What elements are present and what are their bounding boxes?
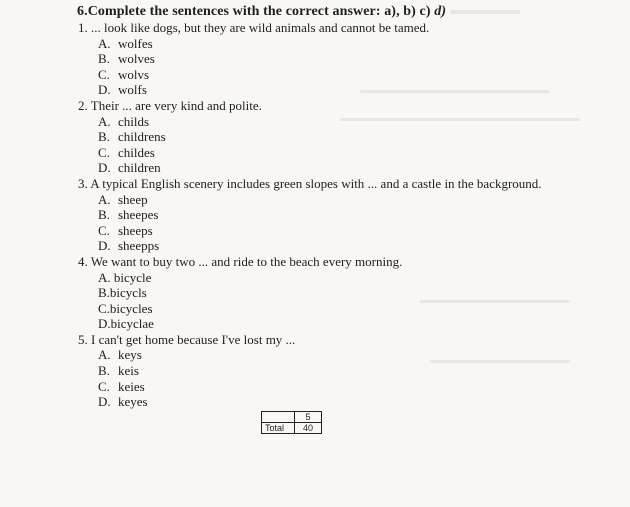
option-a: [98, 192, 618, 208]
question-2: [78, 98, 618, 176]
option-a: [98, 114, 618, 130]
option-text: sheepes: [118, 207, 159, 223]
option-text: bicycles: [109, 300, 153, 316]
question-text: 3. A typical English scenery includes green slopes with ... and a castle in the background.: [78, 175, 542, 191]
question-text: 2. Their ... are very kind and polite.: [78, 97, 262, 113]
option-letter: D.: [98, 160, 111, 176]
option-text: wolfs: [118, 82, 147, 98]
option-letter: A.: [98, 269, 111, 285]
option-a: [98, 270, 618, 286]
option-c: [98, 379, 618, 395]
option-text: sheepps: [118, 238, 160, 254]
option-b: [98, 207, 618, 223]
option-letter: D.: [98, 238, 111, 254]
exercise-heading: [77, 4, 446, 20]
question-text: 5. I can't get home because I've lost my ...: [78, 331, 296, 347]
score-total-label: Total: [262, 423, 295, 434]
option-letter: C.: [98, 66, 110, 82]
option-letter: C.: [98, 300, 110, 316]
question-list: [78, 20, 618, 410]
option-letter: B.: [98, 363, 110, 379]
option-text: sheep: [118, 191, 148, 207]
option-text: keis: [118, 363, 139, 379]
option-text: bicycls: [109, 285, 147, 301]
option-b: [98, 363, 618, 379]
option-text: children: [118, 160, 161, 176]
option-list: [78, 114, 618, 176]
option-text: wolfes: [118, 35, 153, 51]
option-letter: C.: [98, 378, 110, 394]
option-c: [98, 223, 618, 239]
option-letter: B.: [98, 285, 110, 301]
option-list: [78, 347, 618, 409]
option-list: [78, 36, 618, 98]
option-text: bicyclae: [110, 316, 154, 332]
option-d: [98, 238, 618, 254]
option-a: [98, 347, 618, 363]
score-row-points: [262, 412, 322, 423]
option-text: sheeps: [118, 222, 153, 238]
option-letter: B.: [98, 51, 110, 67]
option-d: [98, 316, 618, 332]
option-text: childs: [118, 113, 150, 129]
option-c: [98, 301, 618, 317]
score-points: 5: [295, 412, 322, 423]
question-4: [78, 254, 618, 332]
heading-last-option: d): [434, 4, 447, 19]
option-text: wolvs: [118, 66, 150, 82]
option-b: [98, 285, 618, 301]
option-d: [98, 394, 618, 410]
option-letter: D.: [98, 82, 111, 98]
option-letter: A.: [98, 347, 111, 363]
score-table: [261, 411, 322, 434]
option-d: [98, 82, 618, 98]
score-row-total: [262, 423, 322, 434]
option-letter: A.: [98, 35, 111, 51]
option-text: childrens: [118, 129, 166, 145]
question-3: [78, 176, 618, 254]
question-1: [78, 20, 618, 98]
question-text: 1. ... look like dogs, but they are wild animals and cannot be tamed.: [78, 20, 430, 35]
option-list: [78, 270, 618, 332]
option-letter: C.: [98, 144, 110, 160]
option-text: keyes: [118, 394, 148, 410]
option-d: [98, 160, 618, 176]
heading-main: 6.Complete the sentences with the correct answer: a), b) c): [77, 4, 431, 19]
score-total-value: 40: [295, 423, 322, 434]
option-letter: A.: [98, 191, 111, 207]
question-text: 4. We want to buy two ... and ride to the beach every morning.: [78, 253, 403, 269]
option-letter: A.: [98, 113, 111, 129]
score-empty-cell: [262, 412, 295, 423]
option-text: keys: [118, 347, 142, 363]
option-text: childes: [118, 144, 155, 160]
option-letter: D.: [98, 394, 111, 410]
option-text: bicycle: [113, 269, 152, 285]
option-c: [98, 145, 618, 161]
option-c: [98, 67, 618, 83]
option-letter: C.: [98, 222, 110, 238]
question-5: [78, 332, 618, 410]
option-list: [78, 192, 618, 254]
option-text: keies: [118, 378, 145, 394]
option-letter: D.: [98, 316, 111, 332]
option-a: [98, 36, 618, 52]
bleed-mark: [450, 10, 520, 14]
option-b: [98, 129, 618, 145]
option-text: wolves: [118, 51, 155, 67]
option-letter: B.: [98, 207, 110, 223]
option-b: [98, 51, 618, 67]
option-letter: B.: [98, 129, 110, 145]
